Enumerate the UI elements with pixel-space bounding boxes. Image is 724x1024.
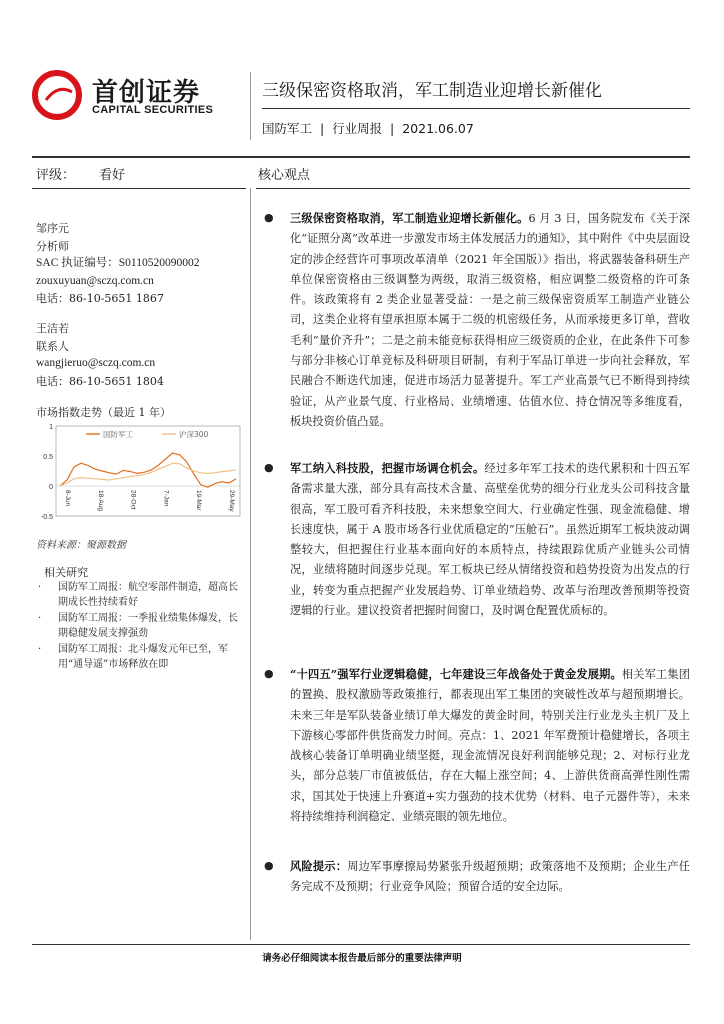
paragraph-lead: 风险提示： — [290, 859, 348, 873]
analyst-name: 邹序元 — [36, 222, 69, 235]
footer-rule — [32, 944, 690, 945]
core-heading: 核心观点 — [258, 168, 311, 183]
analyst-cert: SAC 执证编号：S0110520090002 — [36, 257, 200, 269]
bullet-icon: ● — [264, 859, 274, 872]
y-tick-label: 0.5 — [43, 454, 53, 461]
analyst-card — [36, 220, 199, 308]
bullet-icon: ● — [264, 461, 274, 474]
market-index-chart — [36, 420, 248, 530]
y-tick-label: 1 — [49, 424, 53, 431]
report-title: 三级保密资格取消，军工制造业迎增长新催化 — [262, 81, 602, 101]
paragraph-lead: 军工纳入科技股，把握市场调仓机会。 — [290, 461, 485, 475]
paragraph-lead: “十四五”强军行业逻辑稳健，七年建设三年战备处于黄金发展期。 — [290, 667, 622, 681]
rating — [36, 164, 125, 183]
analyst-phone: 电话：86-10-5651 1867 — [36, 292, 164, 305]
paragraph-text: 相关军工集团的置换、股权激励等政策推行，都表现出军工集团的突破性改革与超预期增长。未来三年是军队装备业绩订单大爆发的黄金时间，特别关注行业龙头主机厂及上下游核心零部件供货商发力时间。亮点：1、2021 年军费预计稳健增长，各项主战核心装备订单明确业绩坚挺，现金流情况良好利润能够兑现；2、对标行业龙头，部分总装厂市值被低估，存在大幅上涨空间；4、上游供货商高弹性刚性需求，国其处于快速上升赛道+实力强劲的技术优势（材料、电子元器件等），未来将持续维持利润稳定、业绩亮眼的领先地位。 — [290, 668, 690, 824]
brand-name-en: CAPITAL SECURITIES — [92, 104, 214, 116]
related-list — [38, 580, 243, 673]
x-tick-label: 28-Oct — [129, 490, 137, 510]
x-tick-label: 18-Aug — [96, 490, 104, 511]
series-line — [60, 463, 236, 486]
right-rule — [256, 188, 690, 189]
related-heading: 相关研究 — [44, 566, 88, 579]
y-tick-label: -0.5 — [40, 514, 53, 521]
related-item[interactable]: · 国防军工周报：一季报业绩集体爆发，长期稳健发展支撑强劲 — [38, 613, 238, 639]
related-item[interactable]: · 国防军工周报：北斗爆发元年已至，军用“通导遥”市场释放在即 — [38, 644, 228, 670]
brand-logo-icon — [32, 70, 82, 120]
body-paragraph — [266, 664, 690, 827]
chart-title: 市场指数走势（最近 1 年） — [36, 406, 171, 419]
body-paragraph — [266, 856, 690, 898]
contact-email[interactable]: wangjieruo@sczq.com.cn — [36, 357, 156, 369]
bullet-icon: ● — [264, 211, 274, 224]
header-divider — [250, 72, 251, 140]
y-tick-label: 0 — [49, 484, 53, 491]
paragraph-text: 6 月 3 日，国务院发布《关于深化“证照分离”改革进一步激发市场主体发展活力的通知》，其中附件《中央层面设定的涉企经营许可事项改革清单（2021 年全国版）》指出，将武器装备科研生产单位保密资格由三级调整为两级，取消三级资格，相应调整二级资格的许可条件。该政策将有 2 类企业显著受益：一是之前三级保密资质军工制造产业链公司，这类企业将有望承担原本属于二级的机密级任务，从而承接更多订单，营收毛利“量价齐升”；二是之前未能竞标获得相应三级资质的企业，在此条件下可参与部分非核心订单竞标及科研项目研制，有利于军品订单进一步向社会释放，军民融合不断迭代加速，促进市场活力显著提升。军工产业高景气已不断得到持续验证，从产业景气度、行业格局、业绩增速、估值水位、持仓情况等多维度看，板块投资价值凸显。 — [290, 212, 690, 428]
x-tick-label: 19-Mar — [195, 490, 203, 511]
title-rule — [262, 108, 690, 109]
brand-name-cn: 首创证券 — [92, 78, 201, 108]
column-divider — [250, 188, 251, 940]
chart-source: 资料来源：聚源数据 — [36, 540, 126, 551]
series-line — [60, 453, 236, 487]
legend-label: 国防军工 — [103, 430, 133, 439]
related-item[interactable]: · 国防军工周报：航空零部件制造，超高长期成长性持续看好 — [38, 582, 238, 608]
bullet-icon: ● — [264, 667, 274, 680]
contact-name: 王洁若 — [36, 322, 69, 335]
contact-role: 联系人 — [36, 339, 69, 353]
body-paragraph — [266, 458, 690, 621]
report-subtitle: 国防军工 | 行业周报 | 2021.06.07 — [262, 121, 474, 136]
rating-label: 评级： — [36, 168, 76, 183]
paragraph-text: 周边军事摩擦局势紧张升级超预期；政策落地不及预期；企业生产任务完成不及预期；行业竞争风险；预留合适的安全边际。 — [290, 860, 690, 894]
legend-label: 沪深300 — [179, 430, 209, 439]
x-tick-label: 7-Jan — [162, 490, 170, 507]
paragraph-text: 经过多年军工技术的迭代累积和十四五军备需求量大涨，部分具有高技术含量、高壁垒优势的细分行业龙头公司科技含量很高，军工股可看齐科技股，未来想象空间大、行业确定性强、现金流稳健、增长速度快，属于 A 股市场各行业优质稳定的“压舱石”。虽然近期军工板块波动调整较大，但把握住行业基本面向好的本质特点，持续跟踪优质产业链头公司情况，业绩将随时间逐步兑现。军工板块已经从情绪投资和趋势投资为出发点的行业，转变为重点把握产业发展趋势、订单业绩趋势、改革与治理改善预期等投资逻辑的行业。建议投资者把握时间窗口，及时调仓配置优质标的。 — [290, 462, 690, 618]
analyst-email[interactable]: zouxuyuan@sczq.com.cn — [36, 274, 154, 287]
x-tick-label: 8-Jun — [64, 490, 71, 507]
left-rule — [32, 188, 246, 189]
contact-card — [36, 320, 164, 390]
body-paragraph — [266, 208, 690, 432]
paragraph-lead: 三级保密资格取消，军工制造业迎增长新催化。 — [290, 211, 529, 225]
rating-value: 看好 — [99, 168, 126, 183]
legal-footer: 请务必仔细阅读本报告最后部分的重要法律声明 — [262, 953, 462, 964]
analyst-role: 分析师 — [36, 239, 69, 253]
contact-phone: 电话：86-10-5651 1804 — [36, 374, 164, 388]
x-tick-label: 29-May — [228, 490, 235, 512]
header-rule — [32, 156, 690, 158]
